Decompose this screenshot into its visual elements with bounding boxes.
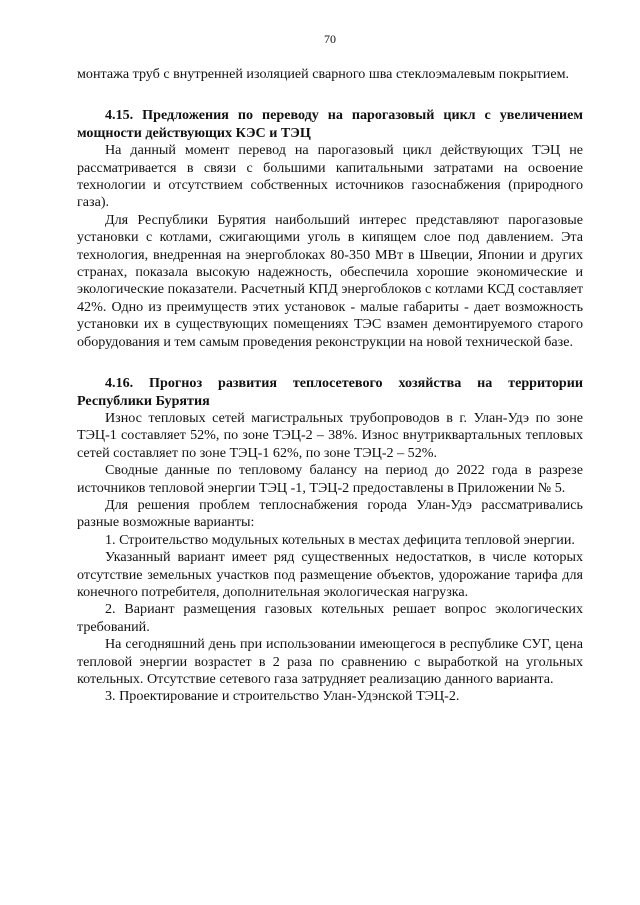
paragraph: На данный момент перевод на парогазовый цикл действующих ТЭЦ не рассматривается в связи с большими капитальными затратами на освоение технологии и отсутствием собственных источников газоснабжения (природного газа). [77,142,583,211]
section-4-15-heading: 4.15. Предложения по переводу на парогазовый цикл с увеличением мощности действующих КЭС и ТЭЦ [77,107,583,141]
document-page [77,32,583,706]
paragraph: Износ тепловых сетей магистральных трубопроводов в г. Улан-Удэ по зоне ТЭЦ-1 составляет 52%, по зоне ТЭЦ-2 – 38%. Износ внутриквартальных тепловых сетей составляет по зоне ТЭЦ-1 62%, по зоне ТЭЦ-2 – 52%. [77,409,583,461]
intro-paragraph: монтажа труб с внутренней изоляцией сварного шва стеклоэмалевым покрытием. [77,66,570,82]
page-number: 70 [324,32,336,46]
paragraph: Для Республики Бурятия наибольший интерес представляют парогазовые установки с котлами, сжигающими уголь в кипящем слое под давлением. Эта технология, внедренная на энергоблоках 80-350 МВт в Швеции, Японии и других странах, показала высокую надежность, обеспечила хорошие экономические и экологические показатели. Расчетный КПД энергоблоков с котлами КСД составляет 42%. Одно из преимуществ этих установок - малые габариты - дает возможность установки их в существующих помещениях ТЭС взамен демонтируемого старого оборудования и тем самым проведения реконструкции на новой технической базе. [77,211,583,350]
spacer [77,351,583,375]
list-item: 1. Строительство модульных котельных в местах дефицита тепловой энергии. [105,531,575,548]
section-4-16-heading: 4.16. Прогноз развития теплосетевого хозяйства на территории Республики Бурятия [77,375,583,409]
paragraph: Указанный вариант имеет ряд существенных недостатков, в числе которых отсутствие земельных участков под размещение объектов, удорожание тарифа для конечного потребителя, дополнительная экологическая нагрузка. [77,549,583,600]
spacer [77,83,583,107]
paragraph: На сегодняшний день при использовании имеющегося в республике СУГ, цена тепловой энергии возрастет в 2 раза по сравнению с выработкой на угольных котельных. Отсутствие сетевого газа затрудняет реализацию данного варианта. [77,636,583,687]
paragraph: Для решения проблем теплоснабжения города Улан-Удэ рассматривались разные возможные варианты: [77,496,583,531]
list-item: 3. Проектирование и строительство Улан-Удэнской ТЭЦ-2. [105,688,460,705]
list-item: 2. Вариант размещения газовых котельных решает вопрос экологических требований. [77,601,583,635]
paragraph: Сводные данные по тепловому балансу на период до 2022 года в разрезе источников тепловой энергии ТЭЦ -1, ТЭЦ-2 предоставлены в Приложении № 5. [77,462,583,496]
